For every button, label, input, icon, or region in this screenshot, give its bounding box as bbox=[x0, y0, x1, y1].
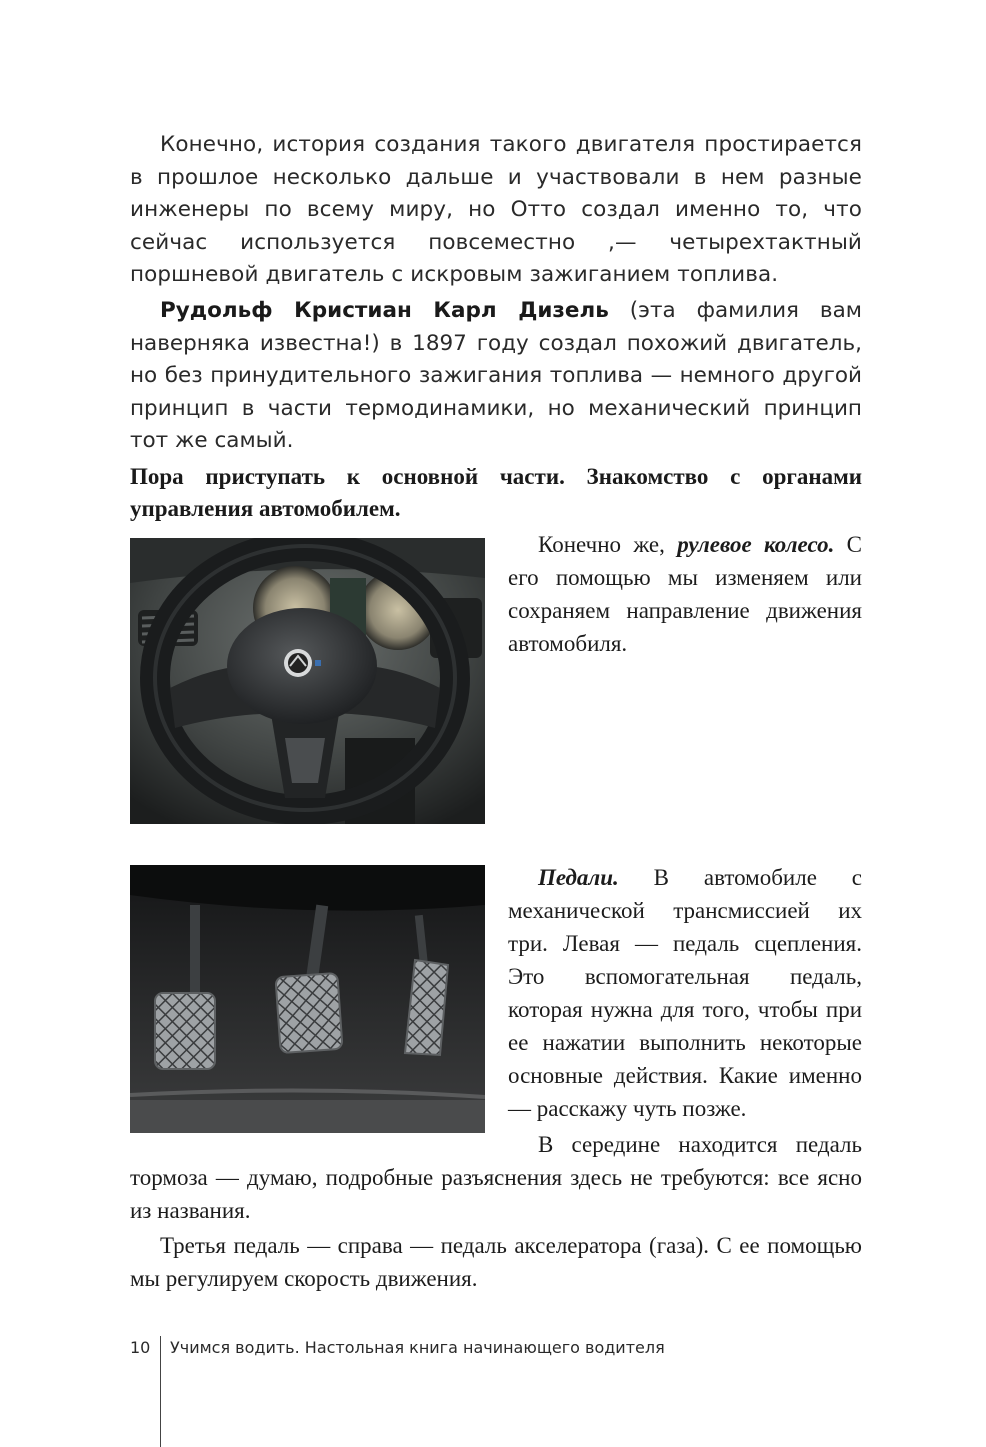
page-footer bbox=[130, 1338, 160, 1357]
section-heading: Пора приступать к основной части. Знакомство с органами управления автомобилем. bbox=[130, 464, 862, 521]
wheel-text-emphasis: рулевое колесо. bbox=[677, 532, 835, 557]
paragraph-otto: Конечно, история создания такого двигателя простирается в прошлое несколько дальше и участвовали в нем разные инженеры по всему миру, но Отто создал именно то, что сейчас используется повсеместно ,— четырехтактный поршневой двигатель с искровым зажиганием топлива. bbox=[130, 132, 862, 287]
wheel-text-start: Конечно же, bbox=[538, 532, 678, 557]
book-title: Учимся водить. Настольная книга начинающего водителя bbox=[170, 1338, 665, 1357]
steering-wheel-photo bbox=[130, 538, 485, 824]
footer-divider bbox=[160, 1336, 161, 1447]
accelerator-paragraph: Третья педаль — справа — педаль акселератора (газа). С ее помощью мы регулируем скорость движения. bbox=[130, 1233, 862, 1291]
pedals-text-rest: В автомобиле с механической трансмиссией их три. Левая — педаль сцепления. Это вспомогательная педаль, которая нужна для того, чтобы при ее нажатии выполнить некоторые основные действия. Какие именно — расскажу чуть позже. bbox=[508, 865, 862, 1121]
brake-pedal-paragraph bbox=[130, 1128, 862, 1227]
diesel-text: (эта фамилия вам наверняка известна!) в 1897 году создал похожий двигатель, но без принудительного зажигания топлива — немного другой принцип в части термодинамики, но механический принцип тот же самый. bbox=[130, 298, 862, 453]
brake-first-line: В середине находится педаль bbox=[538, 1132, 862, 1157]
pedals-text-emphasis: Педали. bbox=[538, 865, 619, 890]
steering-wheel-text bbox=[508, 528, 862, 660]
pedals-photo bbox=[130, 865, 485, 1133]
wheel-text-rest: С его помощью мы изменяем или сохраняем направление движения автомобиля. bbox=[508, 532, 862, 656]
diesel-name: Рудольф Кристиан Карл Дизель bbox=[160, 298, 609, 323]
page-number: 10 bbox=[130, 1338, 151, 1357]
brake-rest: тормоза — думаю, подробные разъяснения здесь не требуются: все ясно из названия. bbox=[130, 1165, 862, 1223]
paragraph-diesel bbox=[130, 295, 862, 458]
pedals-text bbox=[508, 861, 862, 1125]
